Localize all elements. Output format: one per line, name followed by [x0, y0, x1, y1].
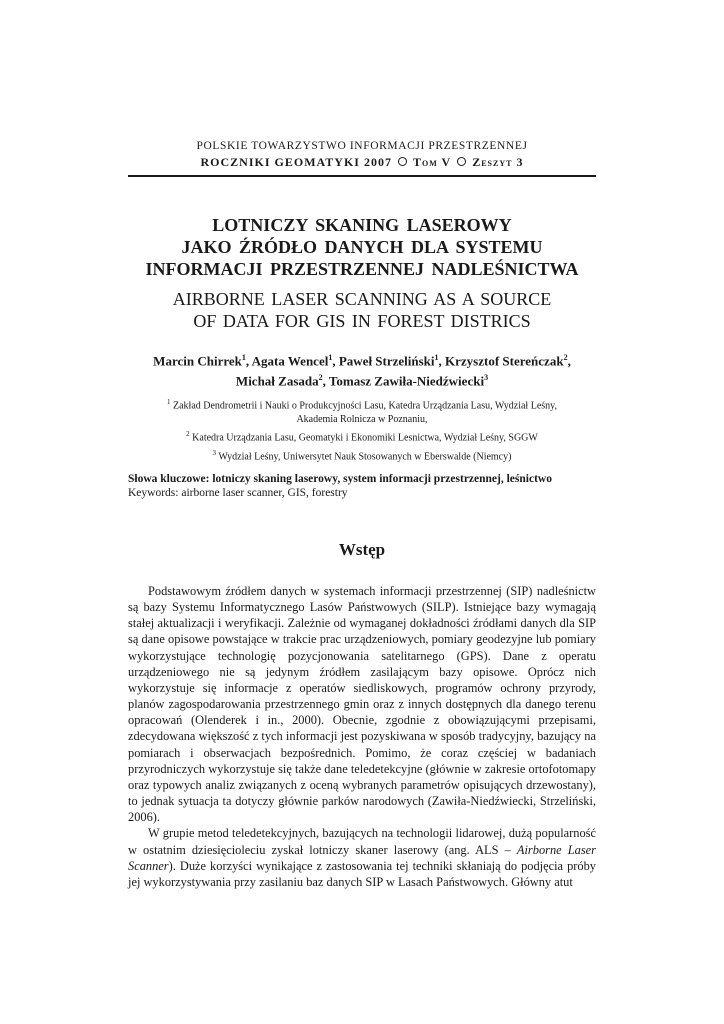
journal-name: ROCZNIKI GEOMATYKI 2007: [200, 155, 392, 169]
author-line: Marcin Chirrek$^1$, Agata Wencel$^1$, Paweł Strzeliński$^1$, Krzysztof Stereńczak$^2$,: [153, 353, 571, 369]
author-name: Agata Wencel: [251, 353, 329, 369]
affiliation-line: Akademia Rolnicza w Poznaniu,: [296, 414, 428, 426]
paragraph: W grupie metod teledetekcyjnych, bazujących na technologii lidarowej, dużą popularność w ostatnim dziesięcioleciu zyskał lotniczy skaner laserowy (ang. ALS – Airborne Laser Scanner). Duże korzyści wynikające z zastosowania tej techniki skłaniają do podjęcia próby jej wykorzystywania przy zasilaniu baz danych SIP w Lasach Państwowych. Główny atut: [128, 826, 596, 889]
author-name: Tomasz Zawiła-Niedźwiecki: [328, 373, 485, 389]
header-divider: [128, 175, 596, 177]
author-affiliation-mark: 3: [484, 373, 489, 383]
author-affiliation-mark: 1: [241, 353, 246, 362]
paper-title-english: [0, 288, 724, 332]
title-line: OF DATA FOR GIS IN FOREST DISTRICS: [193, 311, 531, 331]
keywords-polish: Słowa kluczowe: lotniczy skaning laserowy, system informacji przestrzennej, leśnictwo: [128, 473, 552, 485]
affiliation-list: [0, 395, 724, 464]
author-list: [0, 349, 724, 390]
author-affiliation-mark: 1: [434, 353, 439, 362]
term-italic: Airborne Laser Scanner: [128, 842, 596, 873]
journal-issue: Zeszyt 3: [472, 155, 524, 169]
body-text: [128, 583, 596, 890]
paper-title-polish: [0, 214, 724, 280]
journal-volume: Tom V: [412, 155, 452, 169]
author-affiliation-mark: 2: [563, 353, 568, 362]
keywords-english: Keywords: airborne laser scanner, GIS, forestry: [128, 487, 348, 499]
author-name: Michał Zasada: [235, 373, 319, 389]
journal-series-line: [0, 155, 724, 170]
author-name: Krzysztof Stereńczak: [445, 353, 564, 369]
author-affiliation-mark: 2: [318, 373, 323, 383]
title-line: AIRBORNE LASER SCANNING AS A SOURCE: [172, 289, 552, 309]
affiliation-line: $^1$ Zakład Dendrometrii i Nauki o Produkcyjności Lasu, Katedra Urządzania Lasu, Wydział Leśny,: [167, 398, 557, 412]
author-name: Paweł Strzeliński: [338, 353, 435, 369]
title-line: JAKO ŹRÓDŁO DANYCH DLA SYSTEMU: [181, 237, 543, 257]
circle-bullet-icon: [457, 157, 466, 166]
paragraph: Podstawowym źródłem danych w systemach informacji przestrzennej (SIP) nadleśnictw są bazy Systemu Informatycznego Lasów Państwowych (SILP). Istniejące bazy wymagają stałej aktualizacji i weryfikacji. Zależnie od wymaganej dokładności źródłami danych dla SIP są dane opisowe powstające w trakcie prac urządzeniowych, pomiary geodezyjne lub pomiary wykorzystujące technologię pozycjonowania satelitarnego (GPS). Dane z operatu urządzeniowego nie są jedynym źródłem zasilającym bazy opisowe. Oprócz nich wykorzystuje się informacje z operatów siedliskowych, programów ochrony przyrody, planów zagospodarowania przestrzennego gmin oraz z innych dostępnych dla danego terenu opracowań (Olenderek i in., 2000). Obecnie, zgodnie z obowiązującymi przepisami, zdecydowana większość z tych informacji jest pozyskiwana w sposób tradycyjny, bazujący na pomiarach i obserwacjach bezpośrednich. Pomimo, że coraz częściej w badaniach przyrodniczych wykorzystuje się także dane teledetekcyjne (głównie w zakresie ortofotomapy oraz typowych analiz związanych z oceną wybranych parametrów opisujących drzewostany), to jednak sytuacja ta dotyczy głównie parków narodowych (Zawiła-Niedźwiecki, Strzeliński, 2006).: [128, 584, 596, 825]
author-line: Michał Zasada$^2$, Tomasz Zawiła-Niedźwiecki$^3$: [235, 373, 489, 389]
circle-bullet-icon: [398, 157, 407, 166]
affiliation-line: $^3$ Wydział Leśny, Uniwersytet Nauk Stosowanych w Eberswalde (Niemcy): [212, 448, 512, 462]
affiliation-line: $^2$ Katedra Urządzania Lasu, Geomatyki i Ekonomiki Lesnictwa, Wydział Leśny, SGGW: [186, 430, 538, 444]
author-affiliation-mark: 1: [328, 353, 333, 362]
keywords-block: [128, 472, 598, 500]
author-name: Marcin Chirrek: [153, 353, 242, 369]
section-heading: Wstęp: [338, 540, 386, 559]
title-line: LOTNICZY SKANING LASEROWY: [212, 215, 512, 235]
publisher-name: POLSKIE TOWARZYSTWO INFORMACJI PRZESTRZENNEJ: [196, 140, 528, 152]
title-line: INFORMACJI PRZESTRZENNEJ NADLEŚNICTWA: [145, 259, 579, 279]
